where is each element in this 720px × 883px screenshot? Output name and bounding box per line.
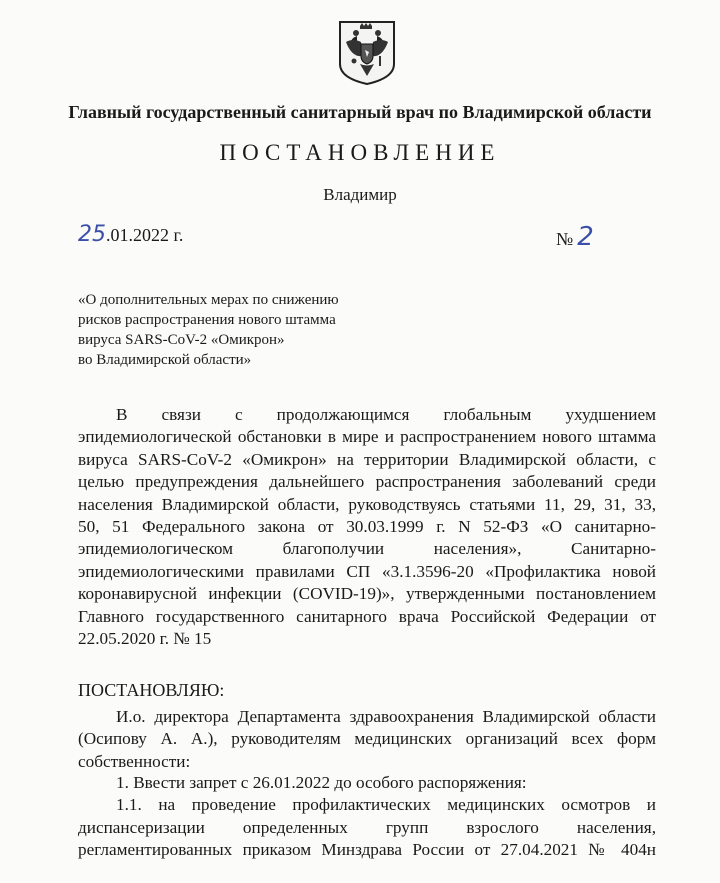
issuing-authority: Главный государственный санитарный врач по Владимирской области: [68, 102, 652, 122]
addressees-paragraph: [78, 706, 656, 773]
preamble-line: 22.05.2020 г. № 15: [78, 628, 212, 648]
city-name: Владимир: [323, 185, 397, 204]
document-date: [78, 222, 183, 247]
preamble-line: эпидемиологическими правилами СП «3.1.3596-20 «Профилактика новой: [78, 561, 656, 581]
item-line: регламентированных приказом Минздрава России от 27.04.2021 № 404н: [78, 840, 656, 860]
addressees-line: собственности:: [78, 751, 191, 771]
handwritten-number: 2: [577, 222, 594, 252]
preamble-paragraph: [78, 404, 656, 650]
item-line: 1.1. на проведение профилактических медицинских осмотров и: [116, 795, 656, 815]
preamble-line: эпидемиологической обстановки в мире и распространением нового штамма: [78, 427, 656, 447]
addressees-line: И.о. директора Департамента здравоохранения Владимирской области: [116, 707, 656, 726]
preamble-line: В связи с продолжающимся глобальным ухудшением: [116, 405, 656, 424]
document-subject: [78, 290, 378, 370]
coat-of-arms-icon: [332, 16, 402, 86]
item-line: диспансеризации определенных групп взрослого населения,: [78, 817, 656, 837]
item-line: 1. Ввести запрет с 26.01.2022 до особого распоряжения:: [116, 773, 527, 792]
number-label: №: [556, 229, 574, 249]
preamble-line: коронавирусной инфекции (COVID-19)», утвержденными постановлением: [78, 584, 656, 604]
subject-line: вируса SARS-CoV-2 «Омикрон»: [78, 332, 285, 348]
decree-word: ПОСТАНОВЛЯЮ:: [78, 680, 225, 700]
preamble-line: населения Владимирской области, руководствуясь статьями 11, 29, 31, 33,: [78, 494, 656, 514]
preamble-line: целью предупреждения дальнейшего распространения заболеваний среди: [78, 472, 656, 492]
preamble-line: эпидемиологическом благополучии населения», Санитарно-: [78, 539, 656, 559]
subject-line: во Владимирской области»: [78, 352, 252, 368]
preamble-line: Главного государственного санитарного врача Российской Федерации от: [78, 606, 656, 626]
preamble-line: вируса SARS-CoV-2 «Омикрон» на территории Владимирской области, с: [78, 449, 656, 469]
decree-items: [78, 772, 656, 862]
document-number: [556, 222, 594, 252]
handwritten-day: 25: [78, 222, 106, 247]
date-month-year: .01.2022 г.: [106, 225, 184, 245]
subject-line: «О дополнительных мерах по снижению: [78, 292, 339, 308]
preamble-line: 50, 51 Федерального закона от 30.03.1999 г. N 52-ФЗ «О санитарно-: [78, 516, 656, 536]
addressees-line: (Осипову А. А.), руководителям медицинских организаций всех форм: [78, 729, 656, 749]
subject-line: рисков распространения нового штамма: [78, 312, 336, 328]
document-type-title: ПОСТАНОВЛЕНИЕ: [219, 140, 501, 165]
